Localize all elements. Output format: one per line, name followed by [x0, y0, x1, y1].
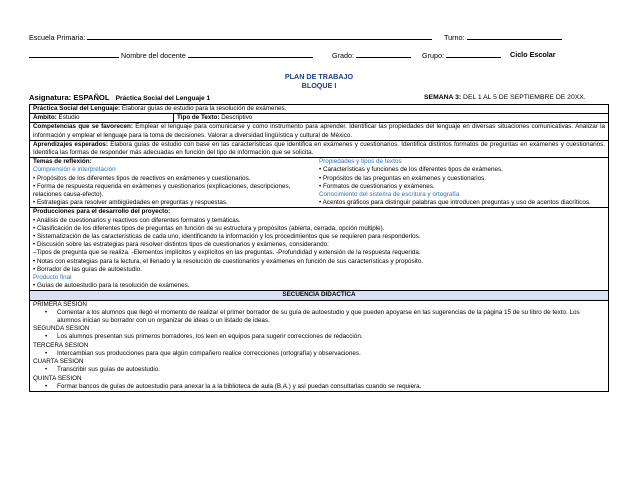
turno-line	[444, 32, 562, 42]
sesion-item: • Formar bancos de guías de autoestudio para anexar la a la biblioteca de aula (B.A.) y así puedan consultarlas cuando se requiera.	[57, 383, 605, 391]
sesion-item: • Los alumnos presentan sus primeros borradores, los leen en equipos para sugerir correcciones de redacción.	[57, 333, 605, 341]
sesion-item: • Intercambian sus producciones para que algún compañero realice correcciones (ortografía) y observaciones.	[57, 350, 605, 358]
practica-label: Práctica Social del Lenguaje:	[33, 105, 121, 112]
comprension-item: • Forma de respuesta requerida en exámenes y cuestionarios (explicaciones, descripciones, relaciones causa-efecto).	[33, 182, 291, 199]
producciones-item: –Tipos de pregunta que se realiza. -Elementos implícitos y explícitos en las preguntas. -Profundidad y extensión de la respuesta requerida.	[33, 249, 421, 257]
pre-docente-blank	[29, 50, 119, 58]
temas-row	[30, 158, 609, 208]
ambito-value: Estudio	[58, 114, 80, 122]
comprension-label: Comprensión e interpretación	[33, 166, 116, 174]
sesion-label: SEGUNDA SESION	[33, 325, 90, 333]
producciones-item: • Sistematización de las características de cada uno, identificando la información y los procedimientos que se requieren para responderlos.	[33, 233, 421, 241]
semana-value: DEL 1 AL 5 DE SEPTIEMBRE DE 20XX.	[463, 94, 586, 101]
sesion-item: • Transcribir sus guías de autoestudio.	[57, 366, 605, 374]
producciones-item: • Análisis de cuestionarios y reactivos con diferentes formatos y temáticas.	[33, 216, 241, 224]
ciclo-label: Ciclo Escolar	[510, 50, 556, 59]
practica-row	[30, 105, 609, 114]
sesion-list	[33, 333, 605, 341]
turno-blank	[467, 32, 562, 40]
semana-line	[424, 93, 586, 102]
producciones-item: • Clasificación de los diferentes tipos de preguntas en función de su estructura y propósitos (abierta, cerrada, opción múltiple).	[33, 224, 385, 232]
aprendizajes-value: Elabora guías de estudio con base en las características que identifica en exámenes y cuestionarios. Identifica distintos formatos de preguntas en exámenes y cuestionarios. Identifica las formas de responder más adecuadas en función del tipo de información que se solicita.	[33, 140, 606, 157]
asignatura-label: Asignatura:	[29, 93, 72, 102]
competencias-label: Competencias que se favorecen:	[33, 123, 133, 131]
ambito-row	[30, 114, 609, 123]
escuela-blank	[87, 32, 432, 40]
producciones-label: Producciones para el desarrollo del proyecto:	[33, 208, 171, 216]
sesiones-row	[30, 300, 609, 391]
producciones-row	[30, 208, 609, 291]
sesion-item: • Comentar a los alumnos que llegó el momento de realizar el primer borrador de su guía de autoestudio y que pueden apoyarse en las sugerencias de la página 15 de su libro de texto. Los alumnos inician su borrador con un organizar de ideas o un listado de ideas.	[57, 309, 605, 325]
producciones-item: • Discusión sobre las estrategias para resolver distintos tipos de cuestionarios y exámenes, considerando:	[33, 241, 329, 249]
producto-final-value: • Guías de autoestudio para la resolución de exámenes.	[33, 282, 190, 290]
grupo-line	[422, 50, 501, 60]
tipo-texto-label: Tipo de Texto:	[177, 114, 220, 122]
propiedades-item: • Características y funciones de los diferentes tipos de exámenes.	[319, 166, 503, 174]
comprension-item: • Propósitos de los diferentes tipos de reactivos en exámenes y cuestionarios.	[33, 174, 251, 182]
sesion-label: QUINTA SESION	[33, 374, 82, 382]
competencias-value: Emplear el lenguaje para comunicarse y como instrumento para aprender. Identificar las propiedades del lenguaje en diversas situaciones comunicativas. Analizar la información y emplear el lenguaje para la toma de decisiones. Valorar a diversidad lingüística y cultural de México.	[33, 123, 605, 139]
docente-line	[29, 50, 313, 60]
escuela-line	[29, 32, 432, 42]
turno-label: Turno:	[444, 33, 465, 42]
grado-blank	[356, 50, 411, 58]
sesion-label: TERCERA SESION	[33, 341, 89, 349]
docente-label: Nombre del docente	[121, 51, 186, 60]
practica-value: Elaborar guías de estudio para la resolución de exámenes.	[121, 105, 287, 112]
sesion-list	[33, 383, 605, 391]
practica-inline: Práctica Social del Lenguaje 1	[115, 95, 211, 102]
tipo-texto-value: Descriptivo	[221, 114, 253, 122]
escuela-label: Escuela Primaria:	[29, 33, 86, 42]
aprendizajes-label: Aprendizajes esperados:	[33, 140, 109, 148]
producciones-item: • Notas con estrategias para la lectura, el llenado y la resolución de cuestionarios y exámenes en función de sus características y propósito.	[33, 257, 424, 265]
conocimiento-item: • Acentos gráficos para distinguir palabras que introducen preguntas y uso de acentos diacríticos.	[319, 199, 591, 207]
temas-label: Temas de reflexión:	[33, 158, 92, 166]
bloque-title: BLOQUE I	[301, 81, 337, 90]
asignatura-line	[29, 93, 210, 103]
producciones-item: • Borrador de las guías de autoestudio.	[33, 265, 142, 273]
ambito-label: Ámbito:	[33, 114, 57, 122]
temas-left-column	[33, 158, 315, 207]
grupo-label: Grupo:	[422, 51, 444, 60]
grado-line	[332, 50, 411, 60]
secuencia-header-row	[30, 291, 609, 300]
plan-table	[29, 104, 609, 392]
asignatura-value: ESPAÑOL	[73, 93, 110, 102]
producto-final-label: Producto final	[33, 274, 72, 282]
secuencia-label: SECUENCIA DIDACTICA	[30, 291, 609, 300]
aprendizajes-row	[30, 140, 609, 157]
propiedades-item: • Formatos de cuestionarios y exámenes.	[319, 182, 435, 190]
grupo-blank	[446, 50, 501, 58]
semana-label: SEMANA 3:	[424, 94, 462, 101]
sesion-list	[33, 366, 605, 374]
comprension-item: • Estrategias para resolver ambigüedades en preguntas y respuestas.	[33, 199, 228, 207]
sesion-list	[33, 309, 605, 325]
sesion-list	[33, 350, 605, 358]
grado-label: Grado:	[332, 51, 354, 60]
docente-blank	[188, 50, 313, 58]
propiedades-item: • Propósitos de las preguntas en exámenes y cuestionarios.	[319, 174, 487, 182]
propiedades-label: Propiedades y tipos de textos	[319, 158, 402, 166]
conocimiento-label: Conocimiento del sistema de escritura y ortografía	[319, 191, 460, 199]
temas-right-column	[315, 158, 605, 207]
sesion-label: PRIMERA SESION	[33, 300, 87, 308]
competencias-row	[30, 123, 609, 140]
sesion-label: CUARTA SESION	[33, 358, 84, 366]
plan-title: PLAN DE TRABAJO	[284, 72, 354, 81]
